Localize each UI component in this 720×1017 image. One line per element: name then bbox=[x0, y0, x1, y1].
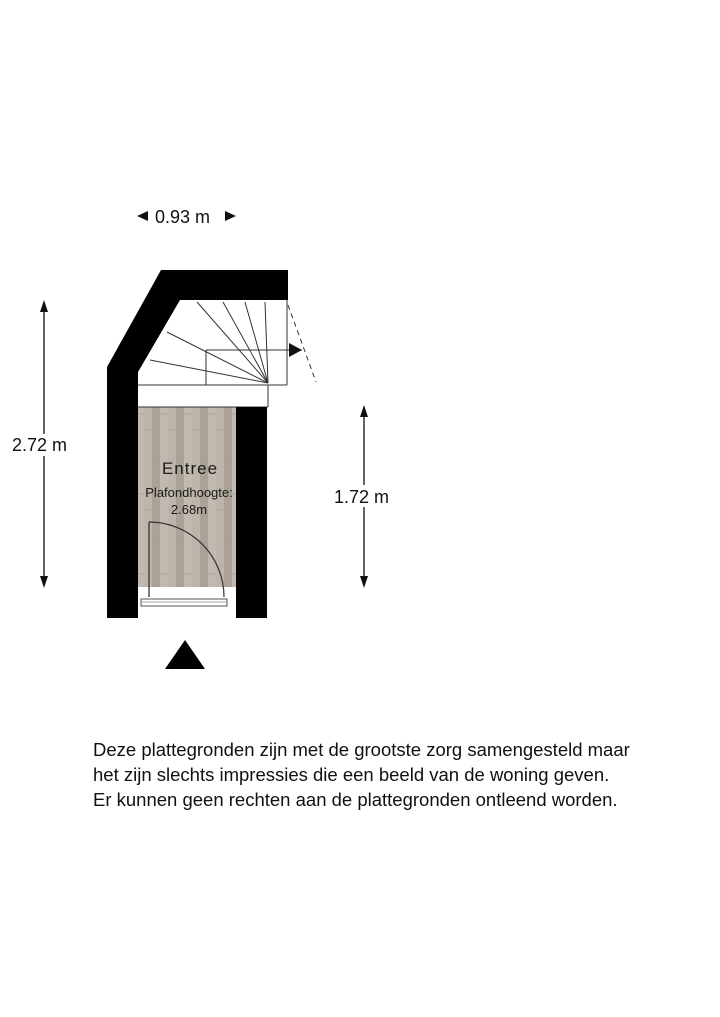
top-width-label: 0.93 m bbox=[155, 207, 211, 227]
arrow-up-icon bbox=[40, 300, 48, 312]
right-height-dimension bbox=[330, 405, 400, 588]
arrow-right-icon bbox=[225, 211, 236, 221]
disclaimer-line: Deze plattegronden zijn met de grootste zorg samengesteld maar bbox=[93, 739, 630, 760]
top-width-dimension bbox=[137, 207, 236, 227]
arrow-down-icon bbox=[40, 576, 48, 588]
disclaimer bbox=[93, 737, 713, 812]
arrow-up-icon bbox=[360, 405, 368, 417]
left-height-label: 2.72 m bbox=[12, 435, 68, 455]
room-name: Entree bbox=[161, 459, 219, 478]
right-height-label: 1.72 m bbox=[334, 487, 390, 507]
entrance-marker-icon bbox=[165, 640, 205, 669]
left-height-dimension bbox=[8, 300, 78, 588]
arrow-down-icon bbox=[360, 576, 368, 588]
stair-direction-arrow-icon bbox=[289, 343, 302, 357]
ceiling-height-label: Plafondhoogte: bbox=[145, 485, 233, 500]
disclaimer-line: het zijn slechts impressies die een beeld van de woning geven. bbox=[93, 764, 610, 785]
arrow-left-icon bbox=[137, 211, 148, 221]
disclaimer-line: Er kunnen geen rechten aan de plattegronden ontleend worden. bbox=[93, 789, 618, 810]
ceiling-height-value: 2.68m bbox=[170, 502, 208, 517]
